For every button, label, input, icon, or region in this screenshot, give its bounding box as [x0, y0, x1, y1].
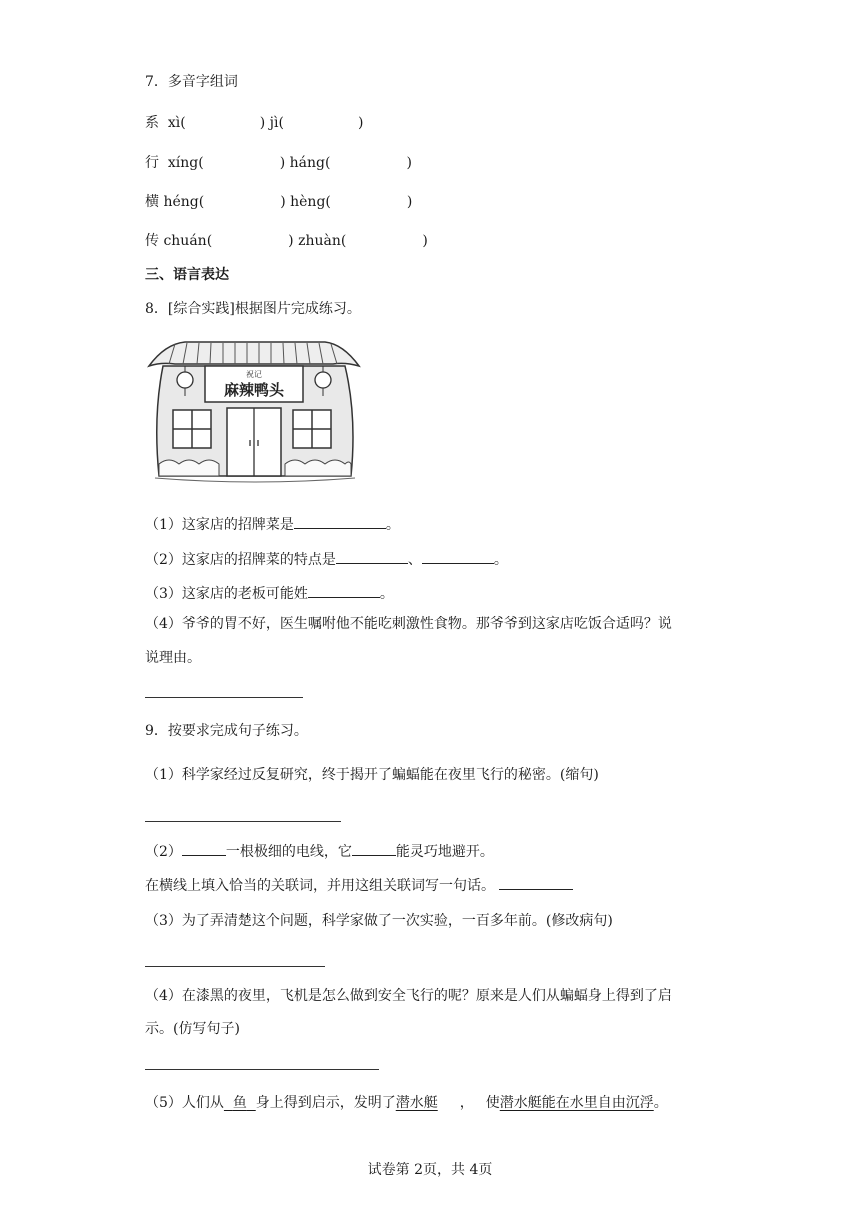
answer-blank[interactable] [336, 547, 408, 564]
sign-shop-name: 麻辣鸭头 [223, 381, 285, 399]
q7-row-xi: 系 xì( ) jì( ) [145, 115, 364, 131]
sign-small-text: 祝记 [246, 370, 262, 379]
answer-blank[interactable] [308, 581, 380, 598]
answer-line[interactable] [145, 821, 341, 822]
q9-sub2-instruction: 在横线上填入恰当的关联词，并用这组关联词写一句话。 [145, 873, 573, 896]
q8-sub4-line2: 说理由。 [145, 650, 201, 666]
q9-sub2: （2） 一根极细的电线，它 能灵巧地避开。 [145, 839, 494, 862]
q8-sub3: （3）这家店的老板可能姓 。 [145, 581, 394, 604]
answer-line[interactable] [145, 966, 325, 967]
q9-sub4-line1: （4）在漆黑的夜里，飞机是怎么做到安全飞行的呢？原来是人们从蝙蝠身上得到了启 [145, 988, 672, 1004]
answer-blank[interactable] [182, 839, 226, 856]
q9-sub4-line2: 示。(仿写句子) [145, 1021, 240, 1037]
answer-blank[interactable] [499, 873, 573, 890]
example-effect: 潜水艇能在水里自由沉浮 [499, 1095, 654, 1111]
q9-sub5: （5）人们从 鱼 身上得到启示，发明了潜水艇 ， 使潜水艇能在水里自由沉浮。 [145, 1095, 668, 1111]
q9-title: 9．按要求完成句子练习。 [145, 723, 308, 739]
q8-sub1: （1）这家店的招牌菜是 。 [145, 512, 400, 535]
q8-sub2: （2）这家店的招牌菜的特点是 、 。 [145, 547, 508, 570]
answer-blank[interactable] [352, 839, 396, 856]
answer-blank[interactable] [422, 547, 494, 564]
q7-title: 7．多音字组词 [145, 74, 238, 90]
q7-row-xing: 行 xíng( ) háng( ) [145, 155, 412, 171]
section-3-title: 三、语言表达 [145, 267, 229, 283]
q7-row-chuan: 传 chuán( ) zhuàn( ) [145, 233, 428, 249]
example-fish: 鱼 [232, 1095, 247, 1111]
q7-row-heng: 横 héng( ) hèng( ) [145, 194, 413, 210]
page-footer: 试卷第 2页，共 4页 [367, 1162, 493, 1178]
example-submarine: 潜水艇 [395, 1095, 438, 1111]
answer-line[interactable] [145, 1069, 379, 1070]
answer-blank[interactable] [294, 512, 386, 529]
shop-illustration [145, 336, 363, 496]
q8-sub4-line1: （4）爷爷的胃不好，医生嘱咐他不能吃刺激性食物。那爷爷到这家店吃饭合适吗？说 [145, 616, 672, 632]
q9-sub1: （1）科学家经过反复研究，终于揭开了蝙蝠能在夜里飞行的秘密。(缩句) [145, 767, 599, 783]
q9-sub3: （3）为了弄清楚这个问题，科学家做了一次实验，一百多年前。(修改病句) [145, 913, 613, 929]
q8-title: 8．[综合实践]根据图片完成练习。 [145, 301, 361, 317]
answer-line[interactable] [145, 697, 303, 698]
